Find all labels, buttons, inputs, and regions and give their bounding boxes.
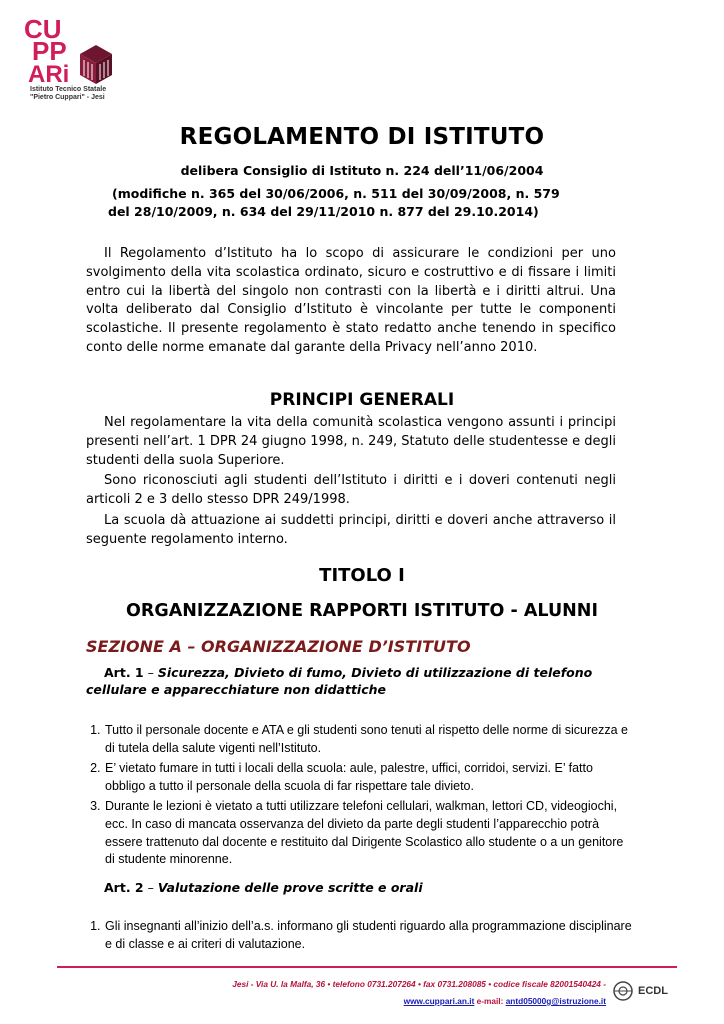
modifiche-line1: (modifiche n. 365 del 30/06/2006, n. 511 del 30/09/2008, n. 579 [112, 186, 560, 201]
intro-paragraph: Il Regolamento d’Istituto ha lo scopo di assicurare le condizioni per uno svolgimento della vita scolastica ordinato, sicuro e costruttivo e di fissare i limiti entro cui la libertà del singolo non contrasti con la libertà e i diritti altrui. Una volta deliberato dal Consiglio d’Istituto è vincolante per tutte le componenti scolastiche. Il presente regolamento è stato redatto anche tenendo in specifico conto delle norme emanate dal garante della Privacy nell’anno 2010. [86, 246, 616, 355]
art1-dash: – [143, 665, 158, 680]
logo-text-line2: PP [32, 36, 67, 66]
art2-heading [86, 879, 616, 896]
list-item: 1. Tutto il personale docente e ATA e gli studenti sono tenuti al rispetto delle norme di sicurezza e di tutela della salute vigenti nell’Istituto. [104, 722, 636, 757]
titolo-subheading: ORGANIZZAZIONE RAPPORTI ISTITUTO - ALUNNI [126, 601, 598, 621]
footer-address: Jesi - Via U. la Malfa, 36 • telefono 0731.207264 • fax 0731.208085 • codice fiscale 82001540424 - [232, 979, 606, 989]
footer-contacts [0, 996, 606, 1006]
list-item: 3. Durante le lezioni è vietato a tutti utilizzare telefoni cellulari, walkman, lettori CD, videogiochi, ecc. In caso di mancata osservanza del divieto da parte degli studenti l’apparecchio potrà essere trattenuto dal docente e restituito dal Dirigente Scolastico allo studente o a un genitore di studente minorenne. [104, 798, 636, 868]
logo-caption [30, 86, 106, 102]
art1-heading [86, 664, 616, 698]
art1-list [86, 722, 636, 872]
email-link[interactable]: antd05000g@istruzione.it [505, 996, 606, 1006]
document-title: REGOLAMENTO DI ISTITUTO [179, 124, 545, 150]
footer-divider [57, 966, 677, 968]
logo-caption-line1: Istituto Tecnico Statale [30, 86, 107, 93]
art2-label: Art. 2 [104, 880, 144, 895]
logo-caption-line2: "Pietro Cuppari" - Jesi [30, 94, 105, 101]
art1-title: Sicurezza, Divieto di fumo, Divieto di utilizzazione di telefono cellulare e apparecchiature non didattiche [86, 665, 593, 697]
ecdl-label: ECDL [638, 985, 668, 997]
list-item: 2. E’ vietato fumare in tutti i locali della scuola: aule, palestre, uffici, corridoi, servizi. E’ fatto obbligo a tutto il personale della scuola di far rispettare tale divieto. [104, 760, 636, 795]
logo-text-line1: CU [24, 14, 62, 44]
logo-text-line3: ARi [28, 61, 70, 88]
art2-dash: – [143, 880, 158, 895]
cuppari-logo-icon [22, 14, 122, 94]
sezione-heading: SEZIONE A – ORGANIZZAZIONE D’ISTITUTO [86, 637, 471, 656]
principi-paragraph-3: La scuola dà attuazione ai suddetti principi, diritti e doveri anche attraverso il seguente regolamento interno. [86, 513, 616, 547]
art2-title: Valutazione delle prove scritte e orali [157, 880, 423, 895]
art2-list [86, 918, 636, 956]
titolo-heading: TITOLO I [319, 565, 405, 586]
email-label: e-mail: [474, 996, 506, 1006]
modifiche-line2: del 28/10/2009, n. 634 del 29/11/2010 n. 877 del 29.10.2014) [108, 204, 539, 219]
list-item: 1. Gli insegnanti all’inizio dell’a.s. informano gli studenti riguardo alla programmazione disciplinare e di classe e ai criteri di valutazione. [104, 918, 636, 953]
website-link[interactable]: www.cuppari.an.it [403, 996, 475, 1006]
art1-label: Art. 1 [104, 665, 144, 680]
school-logo [22, 14, 122, 104]
principi-heading: PRINCIPI GENERALI [269, 390, 455, 410]
document-subtitle: delibera Consiglio di Istituto n. 224 dell’11/06/2004 [180, 163, 544, 178]
principi-paragraph-2: Sono riconosciuti agli studenti dell’Istituto i diritti e i doveri contenuti negli articoli 2 e 3 dello stesso DPR 249/1998. [86, 473, 616, 507]
principi-paragraph-1: Nel regolamentare la vita della comunità scolastica vengono assunti i principi presenti nell’art. 1 DPR 24 giugno 1998, n. 249, Statuto delle studentesse e degli studenti della suola Superiore. [86, 415, 616, 468]
